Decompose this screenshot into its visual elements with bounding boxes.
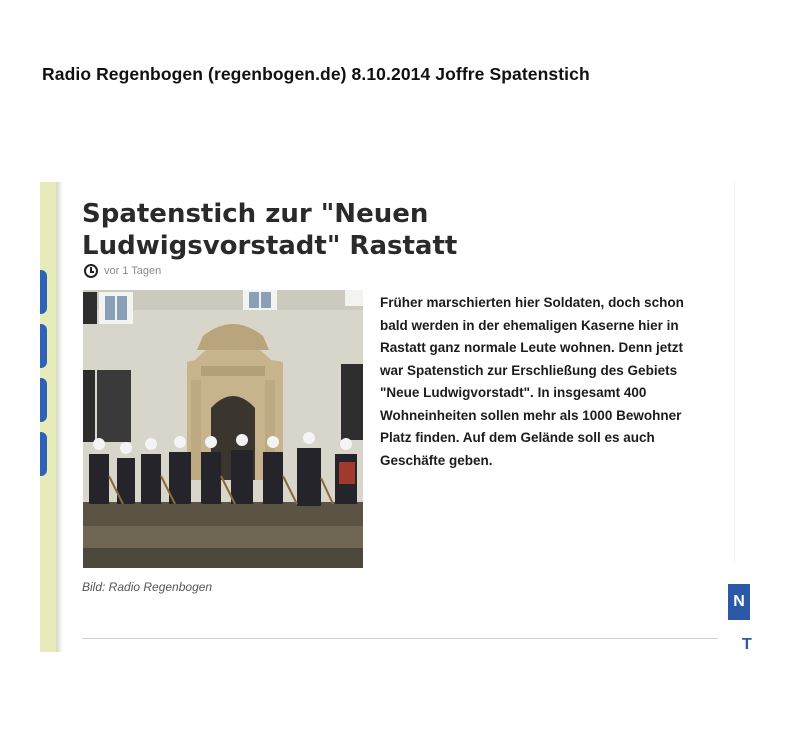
article-photo[interactable] (83, 290, 363, 568)
article-body: Früher marschierten hier Soldaten, doch schon bald werden in der ehemaligen Kaserne hier in Rastatt ganz normale Leute wohnen. Denn jetzt war Spatenstich zur Erschließung des Gebiets "Neue Ludwigvorstadt". In insgesamt 400 Wohneinheiten sollen mehr als 1000 Bewohner Platz finden. Auf dem Gelände soll es auch Geschäfte geben. (380, 295, 684, 468)
article-headline[interactable]: Spatenstich zur "Neuen Ludwigsvorstadt" Rastatt (82, 199, 458, 261)
photo-illustration (83, 290, 363, 568)
divider (82, 638, 718, 639)
sidebar-tab[interactable] (40, 378, 47, 422)
time-ago: vor 1 Tagen (104, 265, 162, 277)
article-meta (84, 264, 161, 278)
photo-credit: Bild: Radio Regenbogen (82, 580, 213, 594)
column-edge (734, 182, 736, 562)
page-caption: Radio Regenbogen (regenbogen.de) 8.10.2014 Joffre Spatenstich (42, 64, 590, 84)
strip-shadow (56, 182, 63, 652)
nav-button[interactable]: N (728, 584, 750, 620)
clock-icon (84, 264, 98, 278)
sidebar-tab[interactable] (40, 432, 47, 476)
left-sidebar-strip (40, 182, 56, 652)
sidebar-tab[interactable] (40, 324, 47, 368)
sidebar-tab[interactable] (40, 270, 47, 314)
article-clipping (40, 182, 752, 654)
sidebar-edge-link[interactable]: T (742, 636, 752, 653)
